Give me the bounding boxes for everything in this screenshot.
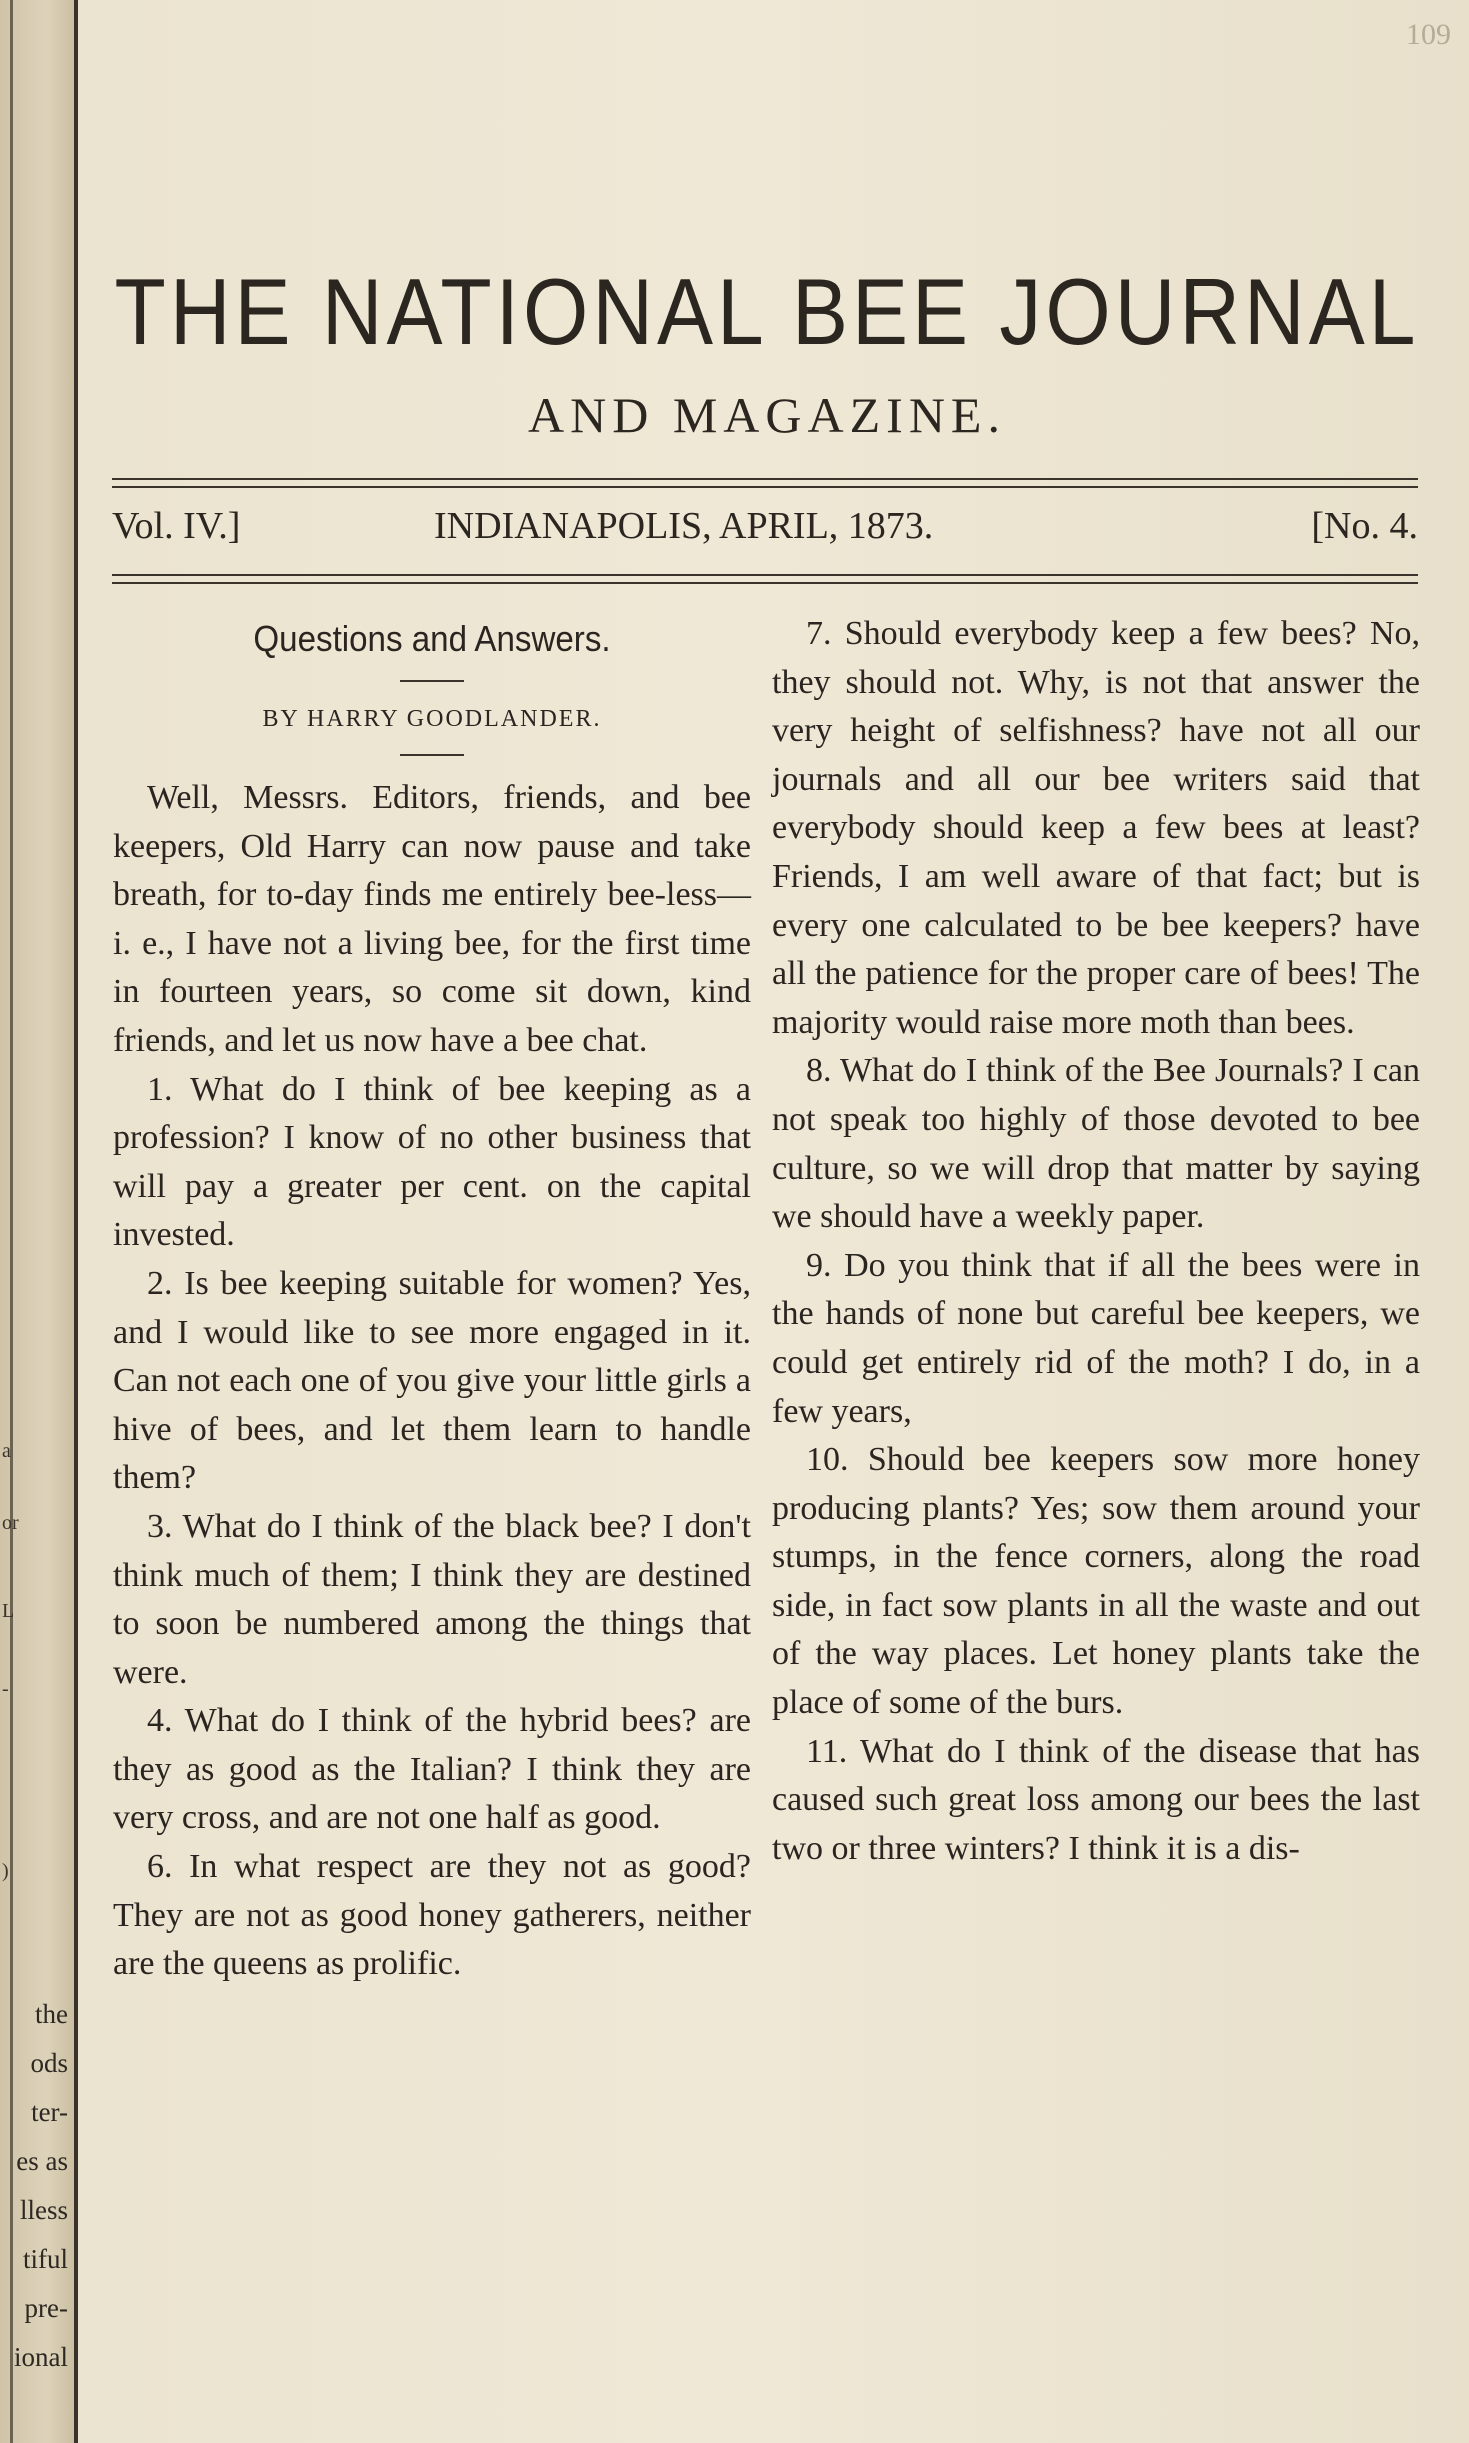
masthead-subtitle: AND MAGAZINE. [528, 387, 1006, 443]
fragment-line: lless [19, 2195, 68, 2225]
paragraph: Well, Messrs. Editors, friends, and bee keepers, Old Harry can now pause and take breath, for to-day finds me entirely bee-less—i. e., I have not a living bee, for the first time in fourteen years, so come sit down, kind friends, and let us now have a bee chat. [113, 779, 751, 1059]
title-divider [400, 680, 464, 682]
fragment-line: ional [14, 2342, 68, 2372]
article-byline: BY HARRY GOODLANDER. [262, 706, 602, 732]
fragment-line: ods [30, 2048, 68, 2078]
volume-label: Vol. IV.] [112, 505, 241, 547]
byline-divider [400, 754, 464, 756]
binding-edge [74, 0, 78, 2443]
article-title: Questions and Answers. [253, 618, 611, 659]
masthead-rule-top [112, 478, 1418, 480]
paragraph: 9. Do you think that if all the bees were in the hands of none but careful bee keepers, we could get entirely rid of the moth? I do, in a few years, [772, 1246, 1420, 1430]
page-number: 109 [1406, 18, 1451, 51]
masthead-rule-top-2 [112, 486, 1418, 488]
fragment-line: es as [16, 2146, 68, 2176]
issue-number: [No. 4. [1311, 505, 1418, 547]
paragraph: 7. Should everybody keep a few bees? No, they should not. Why, is not that answer the very height of selfishness? have not all our journals and all our bee writers said that everybody should keep a few bees at least? Friends, I am well aware of that fact; but is every one calculated to be bee keepers? have all the patience for the proper care of bees! The majority would raise more moth than bees. [772, 615, 1420, 1041]
paragraph: 6. In what respect are they not as good? They are not as good honey gatherers, neither are the queens as prolific. [113, 1848, 751, 1983]
paragraph: 3. What do I think of the black bee? I don't think much of them; I think they are destined to soon be numbered among the things that were. [113, 1507, 751, 1691]
masthead-title: THE NATIONAL BEE JOURNAL [114, 259, 1420, 365]
issue-line [112, 504, 1418, 560]
fragment-line: pre- [24, 2293, 68, 2323]
issue-date: INDIANAPOLIS, APRIL, 1873. [434, 505, 934, 547]
issue-rule-bottom [112, 574, 1418, 576]
paragraph: 1. What do I think of bee keeping as a profession? I know of no other business that will pay a greater per cent. on the capital invested. [113, 1070, 751, 1254]
paragraph: 8. What do I think of the Bee Journals? I can not speak too highly of those devoted to bee culture, so we will drop that matter by saying we should have a weekly paper. [772, 1052, 1420, 1236]
paragraph: 4. What do I think of the hybrid bees? are they as good as the Italian? I think they are very cross, and are not one half as good. [113, 1702, 751, 1837]
fragment-line: the [35, 1999, 68, 2029]
paragraph: 10. Should bee keepers sow more honey producing plants? Yes; sow them around your stumps, in the fence corners, along the road side, in fact sow plants in all the waste and out of the way places. Let honey plants take the place of some of the burs. [772, 1441, 1420, 1722]
fragment-line: ter- [31, 2097, 68, 2127]
article-right-column [772, 610, 1420, 1873]
issue-rule-bottom-2 [112, 582, 1418, 584]
journal-page: a or L - ) the ods ter- es as lless tiful pre- ional 109 THE NATIONAL BEE JOURNAL AND MAGAZINE. Vol. IV.] INDIANAPOLIS, APRIL, 1873. [No. 4. Questions and Answers. BY HARRY GOODLANDER. Well, Messrs. Editors, friends, and bee keepers, Old Harry can now pause and take breath, for to-day finds me entirely bee-less—i. e., I have not a living bee, for the first time in fourteen years, so come sit down, kind friends, and let us now have a bee chat. 1. What do I think of bee keeping as a profession? I know of no other business that will pay a greater per cent. on the capital invested. 2. Is bee keeping suitable for women? Yes, and I would like to see more engaged in it. Can not each one of you give your little girls a hive of bees, and let them learn to handle them? 3. What do I think of the black bee? I don't think much of them; I think they are destined to soon be numbered among the things that were. 4. What do I think of the hybrid bees? are they as good as the Italian? I think they are very cross, and are not one half as good. 6. In what respect are they not as good? They are not as good honey gatherers, neither are the queens as prolific. 7. Should everybody keep a few bees? No, they should not. Why, is not that answer the very height of selfishness? have not all our journals and all our bee writers said that everybody should keep a few bees at least? Friends, I am well aware of that fact; but is every one calculated to be bee keepers? have all the patience for the proper care of bees! The majority would raise more moth than bees. 8. What do I think of the Bee Journals? I can not speak too highly of those devoted to bee culture, so we will drop that matter by saying we should have a weekly paper. 9. Do you think that if all the bees were in the hands of none but careful bee keepers, we could get entirely rid of the moth? I do, in a few years, 10. Should bee keepers sow more honey producing plants? Yes; sow them around your stumps, in the fence corners, along the road side, in fact sow plants in all the waste and out of the way places. Let honey plants take the place of some of the burs. 11. What do I think of the disease that has caused such great loss among our bees the last two or three winters? I think it is a dis- [0, 0, 1469, 2443]
previous-page-fragments [0, 1990, 68, 2382]
fragment-line: tiful [23, 2244, 68, 2274]
paragraph: 11. What do I think of the disease that has caused such great loss among our bees the last two or three winters? I think it is a dis- [772, 1732, 1420, 1867]
article-left-column [113, 610, 751, 1989]
paragraph: 2. Is bee keeping suitable for women? Yes, and I would like to see more engaged in it. Can not each one of you give your little girls a hive of bees, and let them learn to handle them? [113, 1264, 751, 1497]
